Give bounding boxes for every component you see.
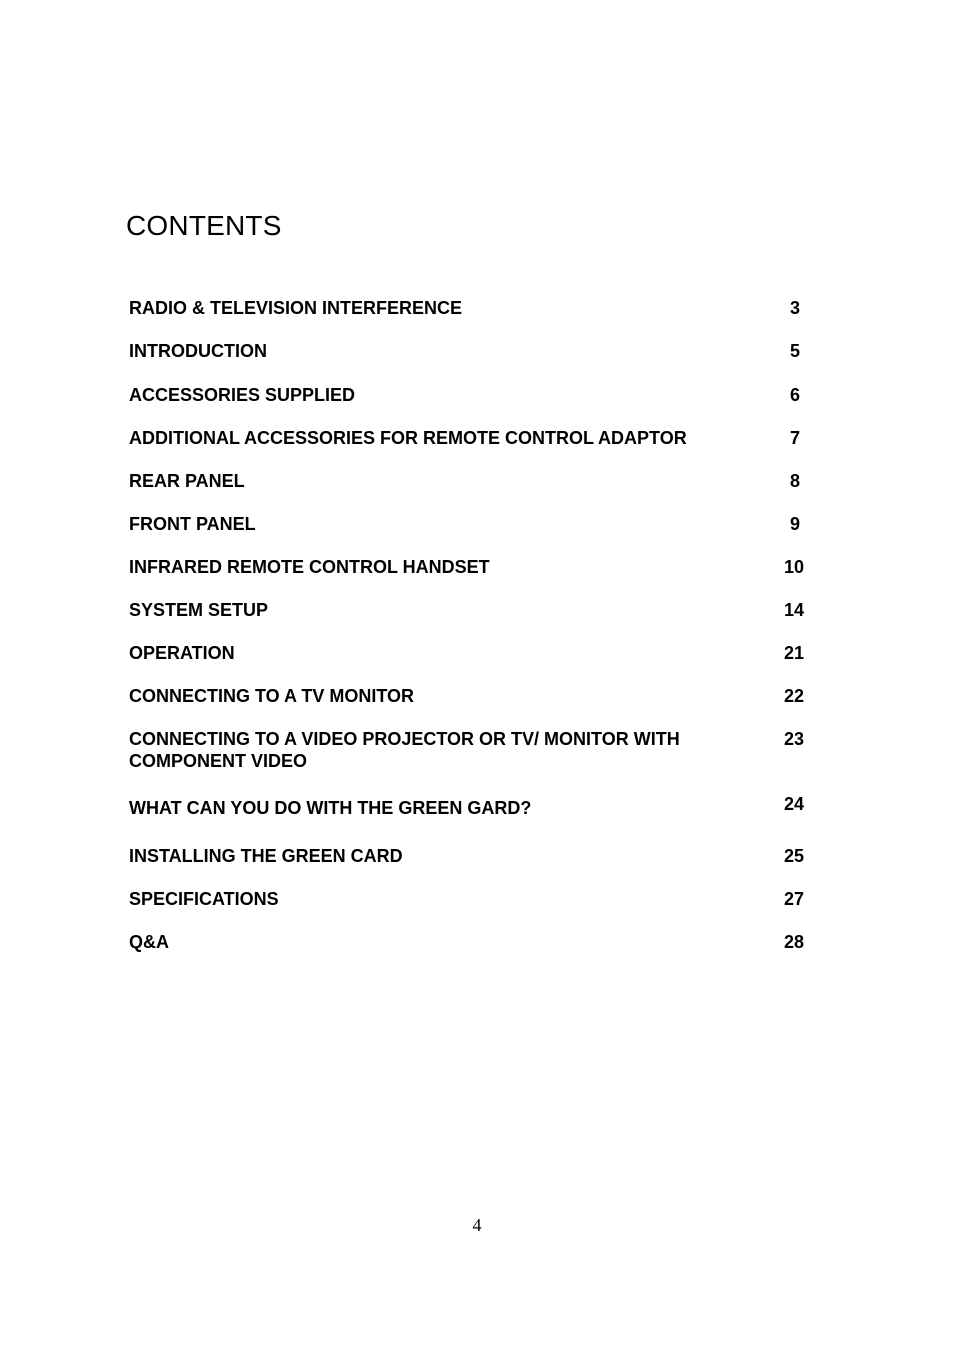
toc-entry-page: 28 (784, 932, 805, 952)
toc-entry-label: SYSTEM SETUP (129, 600, 269, 620)
toc-entry-page: 3 (790, 298, 801, 318)
toc-entry-label: FRONT PANEL (129, 514, 256, 534)
toc-entry-page: 10 (784, 557, 805, 577)
toc-entry-page: 27 (784, 889, 805, 909)
toc-entry-label: CONNECTING TO A TV MONITOR (129, 686, 415, 706)
toc-entry-label: Q&A (129, 932, 169, 952)
toc-entry-page: 14 (784, 600, 805, 620)
toc-entry-page: 25 (784, 846, 805, 866)
toc-entry-label: ADDITIONAL ACCESSORIES FOR REMOTE CONTROL ADAPTOR (129, 428, 687, 448)
toc-entry-label: RADIO & TELEVISION INTERFERENCE (129, 298, 463, 318)
toc-entry-label: ACCESSORIES SUPPLIED (129, 385, 356, 405)
toc-entry-label: INTRODUCTION (129, 341, 267, 361)
toc-entry-label: CONNECTING TO A VIDEO PROJECTOR OR TV/ MONITOR WITH COMPONENT VIDEO (129, 729, 680, 771)
page-number: 4 (472, 1215, 482, 1235)
toc-entry-label: INFRARED REMOTE CONTROL HANDSET (129, 557, 490, 577)
toc-entry-label: WHAT CAN YOU DO WITH THE GREEN GARD? (129, 798, 532, 818)
toc-entry-page: 22 (784, 686, 805, 706)
toc-entry-page: 9 (790, 514, 801, 534)
toc-entry-label: INSTALLING THE GREEN CARD (129, 846, 403, 866)
toc-entry-page: 24 (784, 794, 805, 814)
toc-entry-page: 23 (784, 729, 805, 749)
toc-entry-label: SPECIFICATIONS (129, 889, 279, 909)
toc-entry-page: 8 (790, 471, 801, 491)
toc-entry-page: 7 (790, 428, 801, 448)
toc-entry-page: 5 (790, 341, 801, 361)
page-title: CONTENTS (126, 210, 282, 241)
toc-entry-label: REAR PANEL (129, 471, 245, 491)
toc-entry-page: 21 (784, 643, 805, 663)
toc-entry-label: OPERATION (129, 643, 235, 663)
toc-entry-page: 6 (790, 385, 801, 405)
